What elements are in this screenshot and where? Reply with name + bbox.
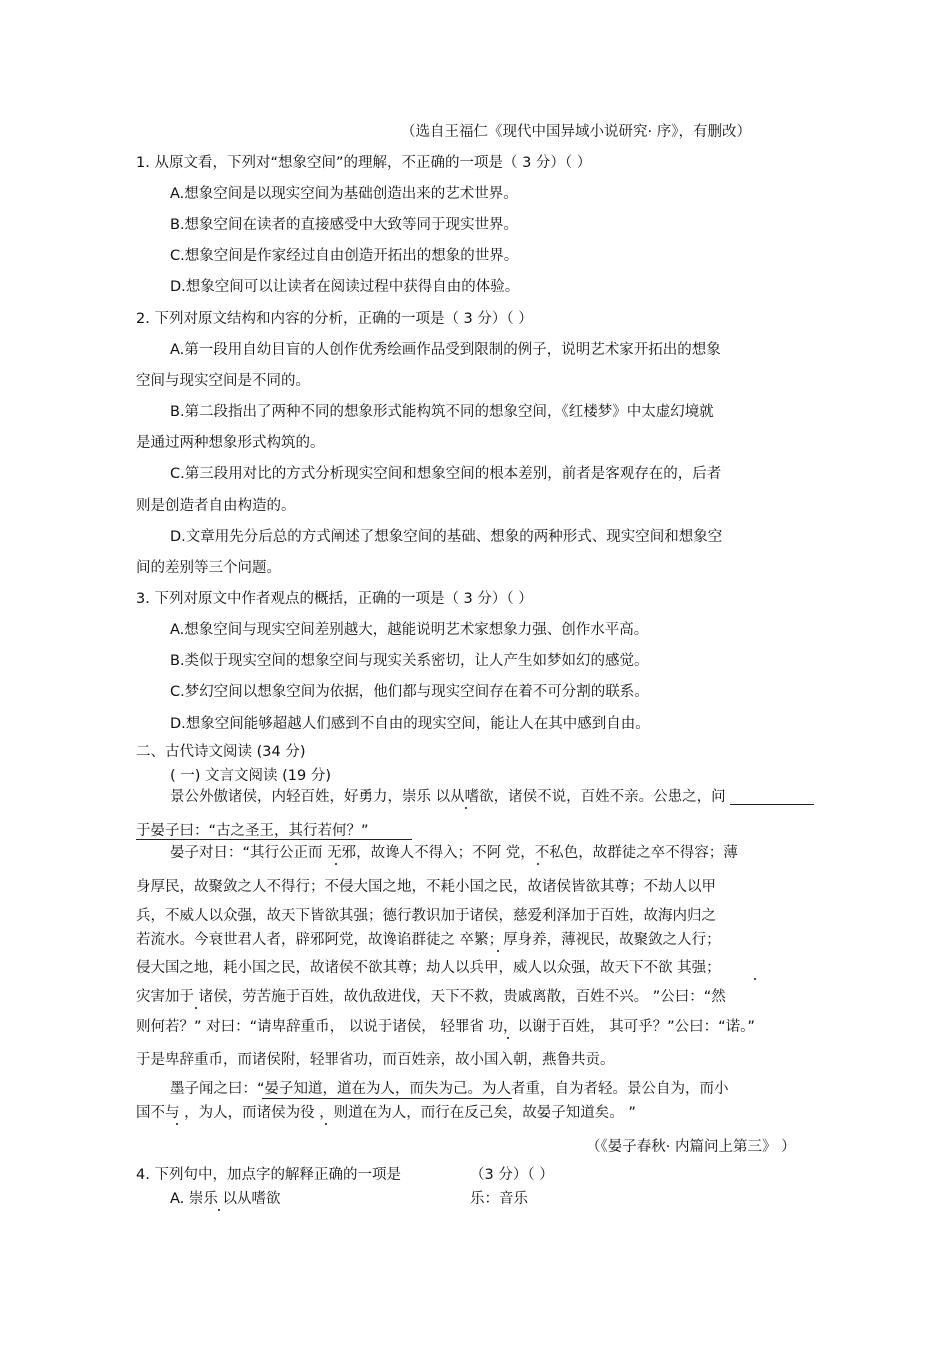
emphasis-dot [325,1123,327,1125]
question-1-stem: 1. 从原文看，下列对“想象空间”的理解，不正确的一项是（ 3 分）（ ） [136,155,592,171]
emphasis-dot [497,950,499,952]
emphasis-dot [195,1007,197,1009]
emphasis-dot [218,1209,220,1211]
emphasis-dot [507,1037,509,1039]
passage-source: （《晏子春秋· 内篇问上第三》 ） [586,1139,796,1155]
emphasis-dot [537,863,539,865]
underline-1a [730,804,814,805]
question-2-option-d-line1: D.文章用先分后总的方式阐述了想象空间的基础、想象的两种形式、现实空间和想象空 [170,529,723,545]
passage-line-1: 景公外傲诸侯，内轻百姓，好勇力，崇乐 以从嗜欲，诸侯不说，百姓不亲。公患之，问 [170,789,726,805]
passage-line-9: 则何若？” 对曰：“请卑辞重币， 以说于诸侯， 轻罪省 功，以谢于百姓， 其可乎？”公曰：“诺。” [136,1019,755,1035]
section-2-title: 二、古代诗文阅读 (34 分) [136,744,306,760]
question-2-option-c-line1: C.第三段用对比的方式分析现实空间和想象空间的根本差别，前者是客观存在的，后者 [170,466,722,482]
passage-line-11: 墨子闻之曰：“晏子知道，道在为人，而失为己。为人者重，自为者轻。景公自为，而小 [170,1081,729,1097]
question-1-option-c: C.想象空间是作家经过自由创造开拓出的想象的世界。 [170,248,519,264]
emphasis-dot [176,1123,178,1125]
passage-line-10: 于是卑辞重币，而诸侯附，轻罪省功，而百姓亲，故小国入朝，燕鲁共贡。 [136,1052,615,1068]
question-1-option-a: A.想象空间是以现实空间为基础创造出来的艺术世界。 [170,186,518,202]
passage-line-5: 兵，不威人以众强，故天下皆欲其强；德行教识加于诸侯，慈爱利泽加于百姓，故海内归之 [136,908,716,924]
emphasis-dot [465,807,467,809]
question-1-option-d: D.想象空间可以让读者在阅读过程中获得自由的体验。 [170,279,520,295]
question-3-option-b: B.类似于现实空间的想象空间与现实关系密切，让人产生如梦如幻的感觉。 [170,653,649,669]
question-3-option-a: A.想象空间与现实空间差别越大，越能说明艺术家想象力强、创作水平高。 [170,622,649,638]
emphasis-dot [335,863,337,865]
question-4-stem: 4. 下列句中，加点字的解释正确的一项是 [136,1167,401,1183]
question-4-score: （3 分）（ ） [470,1167,554,1183]
passage-line-6: 若流水。今衰世君人者，辟邪阿党，故谗谄群徒之 卒繁；厚身养，薄视民，故聚敛之人行； [136,932,721,948]
question-2-stem: 2. 下列对原文结构和内容的分析，正确的一项是（ 3 分）（ ） [136,311,533,327]
source-citation: （选自王福仁《现代中国异域小说研究· 序》，有删改） [401,124,751,140]
question-2-option-c-line2: 则是创造者自由构造的。 [136,498,296,514]
passage-line-8: 灾害加于 诸侯，劳苦施于百姓，故仇敌进伐，天下不救，贵戚离散，百姓不兴。 ”公曰：“然 [136,989,726,1005]
passage-line-3: 晏子对日：“其行公正而 无邪，故谗人不得入；不阿 党，不私色，故群徒之卒不得容；薄 [170,845,738,861]
question-2-option-b-line2: 是通过两种想象形式构筑的。 [136,435,325,451]
passage-line-12: 国不与 ，为人，而诸侯为役 ，则道在为人，而行在反己矣，故晏子知道矣。 ” [136,1105,636,1121]
emphasis-dot [754,978,756,980]
underline-1b [136,839,412,840]
question-2-option-a-line1: A.第一段用自幼目盲的人创作优秀绘画作品受到限制的例子，说明艺术家开拓出的想象 [170,342,721,358]
question-4-option-a: A. 崇乐 以从嗜欲 [170,1191,281,1207]
passage-line-7: 侵大国之地，耗小国之民，故诸侯不欲其尊；劫人以兵甲，威人以众强，故天下不欲 其强； [136,960,721,976]
underline-2 [262,1098,512,1099]
passage-line-2: 于晏子曰：“古之圣王，其行若何？” [136,823,369,839]
question-1-option-b: B.想象空间在读者的直接感受中大致等同于现实世界。 [170,217,519,233]
question-3-stem: 3. 下列对原文中作者观点的概括，正确的一项是（ 3 分）（ ） [136,591,533,607]
question-3-option-d: D.想象空间能够超越人们感到不自由的现实空间，能让人在其中感到自由。 [170,716,650,732]
section-2-subtitle: ( 一) 文言文阅读 (19 分) [170,768,332,784]
passage-line-4: 身厚民，故聚敛之人不得行；不侵大国之地，不耗小国之民，故诸侯皆欲其尊；不劫人以甲 [136,879,716,895]
question-4-option-a-gloss: 乐：音乐 [470,1191,528,1207]
question-2-option-a-line2: 空间与现实空间是不同的。 [136,373,310,389]
question-2-option-b-line1: B.第二段指出了两种不同的想象形式能构筑不同的想象空间，《红楼梦》中太虚幻境就 [170,404,714,420]
question-3-option-c: C.梦幻空间以想象空间为依据，他们都与现实空间存在着不可分割的联系。 [170,684,649,700]
question-2-option-d-line2: 间的差别等三个问题。 [136,560,281,576]
